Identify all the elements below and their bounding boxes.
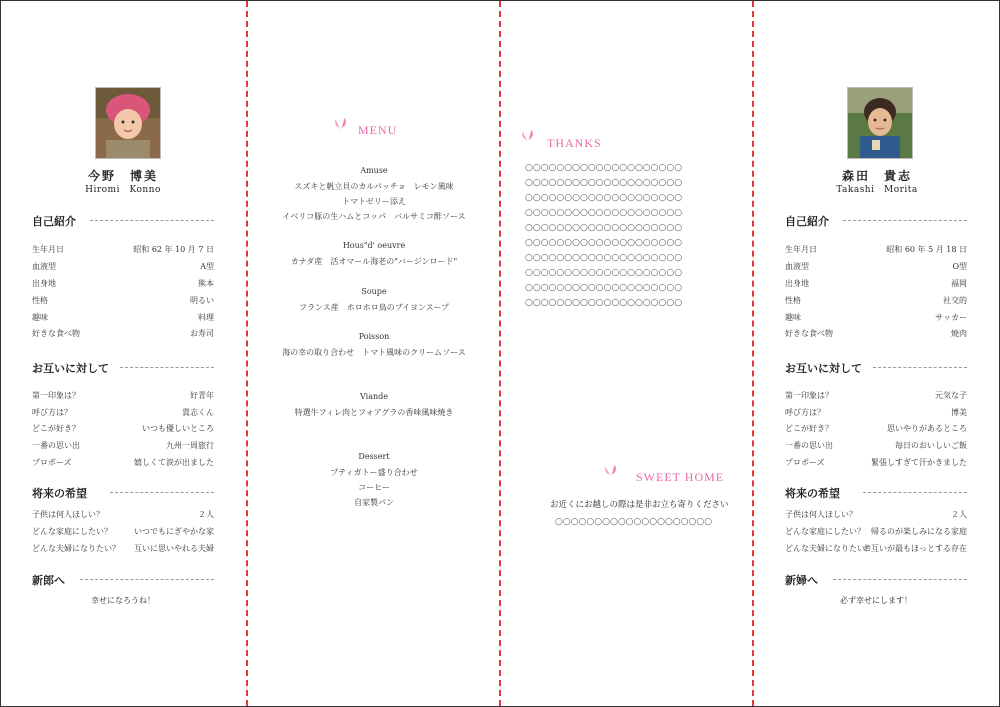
- section-divider: [843, 220, 967, 221]
- profile-row: 血液型 O型: [785, 262, 967, 271]
- thanks-panel: [500, 1, 752, 706]
- section-title: 自己紹介: [32, 215, 76, 228]
- butterfly-icon: [332, 116, 350, 134]
- menu-item: プティガトー盛り合わせ: [330, 468, 418, 477]
- section-divider: [863, 492, 967, 493]
- profile-photo-left: [95, 87, 161, 159]
- section-title: 将来の希望: [32, 487, 87, 500]
- profile-row: 出身地 福岡: [785, 279, 967, 288]
- profile-row: 趣味 料理: [32, 313, 214, 322]
- section-future: [32, 485, 214, 499]
- profile-row: 一番の思い出 九州一周旅行: [32, 441, 214, 450]
- section-title: お互いに対して: [785, 362, 862, 375]
- section-intro: [785, 213, 967, 227]
- sweet-home-address: ○○○○○○○○○○○○○○○○○○○○: [555, 517, 713, 527]
- section-title: お互いに対して: [32, 362, 109, 375]
- section-divider: [90, 220, 214, 221]
- profile-panel-right: [785, 1, 967, 706]
- profile-row: どんな夫婦になりたい？ お互いが最もほっとする存在: [785, 544, 967, 553]
- profile-row: 生年月日 昭和 62 年 10 月 7 日: [32, 245, 214, 254]
- section-message: [32, 572, 214, 586]
- menu-item: カナダ産 活オマール海老の"バージンロード": [290, 257, 458, 266]
- profile-row: 出身地 熊本: [32, 279, 214, 288]
- profile-row: 第一印象は？ 元気な子: [785, 391, 967, 400]
- menu-item: コーヒー: [358, 483, 390, 492]
- menu-panel: [247, 1, 501, 706]
- thanks-text: ○○○○○○○○○○○○○○○○○○○○ ○○○○○○○○○○○○○○○○○○○○ ○○○○○○○○○○○○○○○○○○○○ ○○○○○○○○○○○○○○○○○○○○ ○○○○○○○○○○○○○○○○○○○○ ○○○○○○○○○○○○○○○○○○○○ ○○○○○○○○○○○○○○○○○○○○ ○○○○○○○○○○○○○○○○○○○○ ○○○○○○○○○○○○○○○○○○○○ ○○○○○○○○○○○○○○○○○○○○: [525, 163, 683, 308]
- sweet-home-heading: SWEET HOME: [636, 470, 725, 484]
- profile-row: 生年月日 昭和 60 年 5 月 18 日: [785, 245, 967, 254]
- profile-row: プロポーズ 嬉しくて涙が出ました: [32, 458, 214, 467]
- section-divider: [833, 579, 967, 580]
- menu-item: 自家製パン: [354, 498, 394, 507]
- butterfly-icon: [602, 463, 620, 481]
- profile-row: 子供は何人ほしい？ ２人: [32, 510, 214, 519]
- menu-item: イベリコ豚の生ハムとコッパ バルサミコ酢ソース: [282, 212, 466, 221]
- menu-heading: MENU: [358, 123, 398, 137]
- section-title: 新郎へ: [32, 574, 65, 587]
- butterfly-icon: [519, 128, 537, 146]
- section-intro: [32, 213, 214, 227]
- profile-row: 子供は何人ほしい？ ２人: [785, 510, 967, 519]
- menu-item: スズキと帆立貝のカルパッチョ レモン風味: [294, 182, 454, 191]
- section-title: 新婦へ: [785, 574, 818, 587]
- course-name: Amuse: [360, 166, 388, 175]
- profile-name: 今野 博美: [87, 169, 158, 183]
- sweet-home-text: お近くにお越しの際は是非お立ち寄りください: [550, 500, 729, 510]
- section-title: 自己紹介: [785, 215, 829, 228]
- profile-row: 性格 社交的: [785, 296, 967, 305]
- message-text: 必ず幸せにします！: [840, 596, 912, 605]
- section-mutual: [32, 360, 214, 374]
- profile-row: プロポーズ 緊張しすぎて汗かきました: [785, 458, 967, 467]
- section-divider: [80, 579, 214, 580]
- profile-row: どこが好き？ 思いやりがあるところ: [785, 424, 967, 433]
- menu-item: 特選牛フィレ肉とフォアグラの香味風味焼き: [294, 408, 454, 417]
- profile-row: 第一印象は？ 好青年: [32, 391, 214, 400]
- course-name: Poisson: [358, 332, 390, 341]
- profile-row: どんな家庭にしたい？ 帰るのが楽しみになる家庭: [785, 527, 967, 536]
- profile-row: どんな夫婦になりたい？ 互いに思いやれる夫婦: [32, 544, 214, 553]
- profile-name: 森田 貴志: [841, 169, 912, 183]
- course-name: Viande: [360, 392, 388, 401]
- thanks-heading: THANKS: [547, 136, 602, 150]
- profile-row: 好きな食べ物 焼肉: [785, 329, 967, 338]
- profile-photo-right: [847, 87, 913, 159]
- message-text: 幸せになろうね！: [91, 596, 155, 605]
- profile-row: 呼び方は？ 貴志くん: [32, 408, 214, 417]
- course-name: Soupe: [361, 287, 387, 296]
- profile-row: どこが好き？ いつも優しいところ: [32, 424, 214, 433]
- section-divider: [110, 492, 214, 493]
- menu-item: トマトゼリー添え: [342, 197, 406, 206]
- profile-row: 一番の思い出 毎日のおいしいご飯: [785, 441, 967, 450]
- section-message: [785, 572, 967, 586]
- profile-row: 呼び方は？ 博美: [785, 408, 967, 417]
- course-name: Hous"d' oeuvre: [342, 241, 406, 250]
- profile-row: 好きな食べ物 お寿司: [32, 329, 214, 338]
- profile-romaji: Takashi Morita: [836, 185, 918, 195]
- fold-line-3: [752, 1, 754, 706]
- section-title: 将来の希望: [785, 487, 840, 500]
- profile-row: 趣味 サッカー: [785, 313, 967, 322]
- menu-item: フランス産 ホロホロ鳥のブイヨンスープ: [299, 303, 449, 312]
- profile-panel-left: [32, 1, 214, 706]
- course-name: Dessert: [358, 452, 390, 461]
- profile-row: 血液型 A型: [32, 262, 214, 271]
- section-mutual: [785, 360, 967, 374]
- profile-romaji: Hiromi Konno: [85, 185, 161, 195]
- profile-row: 性格 明るい: [32, 296, 214, 305]
- profile-row: どんな家庭にしたい？ いつでもにぎやかな家: [32, 527, 214, 536]
- section-future: [785, 485, 967, 499]
- section-divider: [120, 367, 214, 368]
- menu-item: 海の幸の取り合わせ トマト風味のクリームソース: [282, 348, 466, 357]
- section-divider: [873, 367, 967, 368]
